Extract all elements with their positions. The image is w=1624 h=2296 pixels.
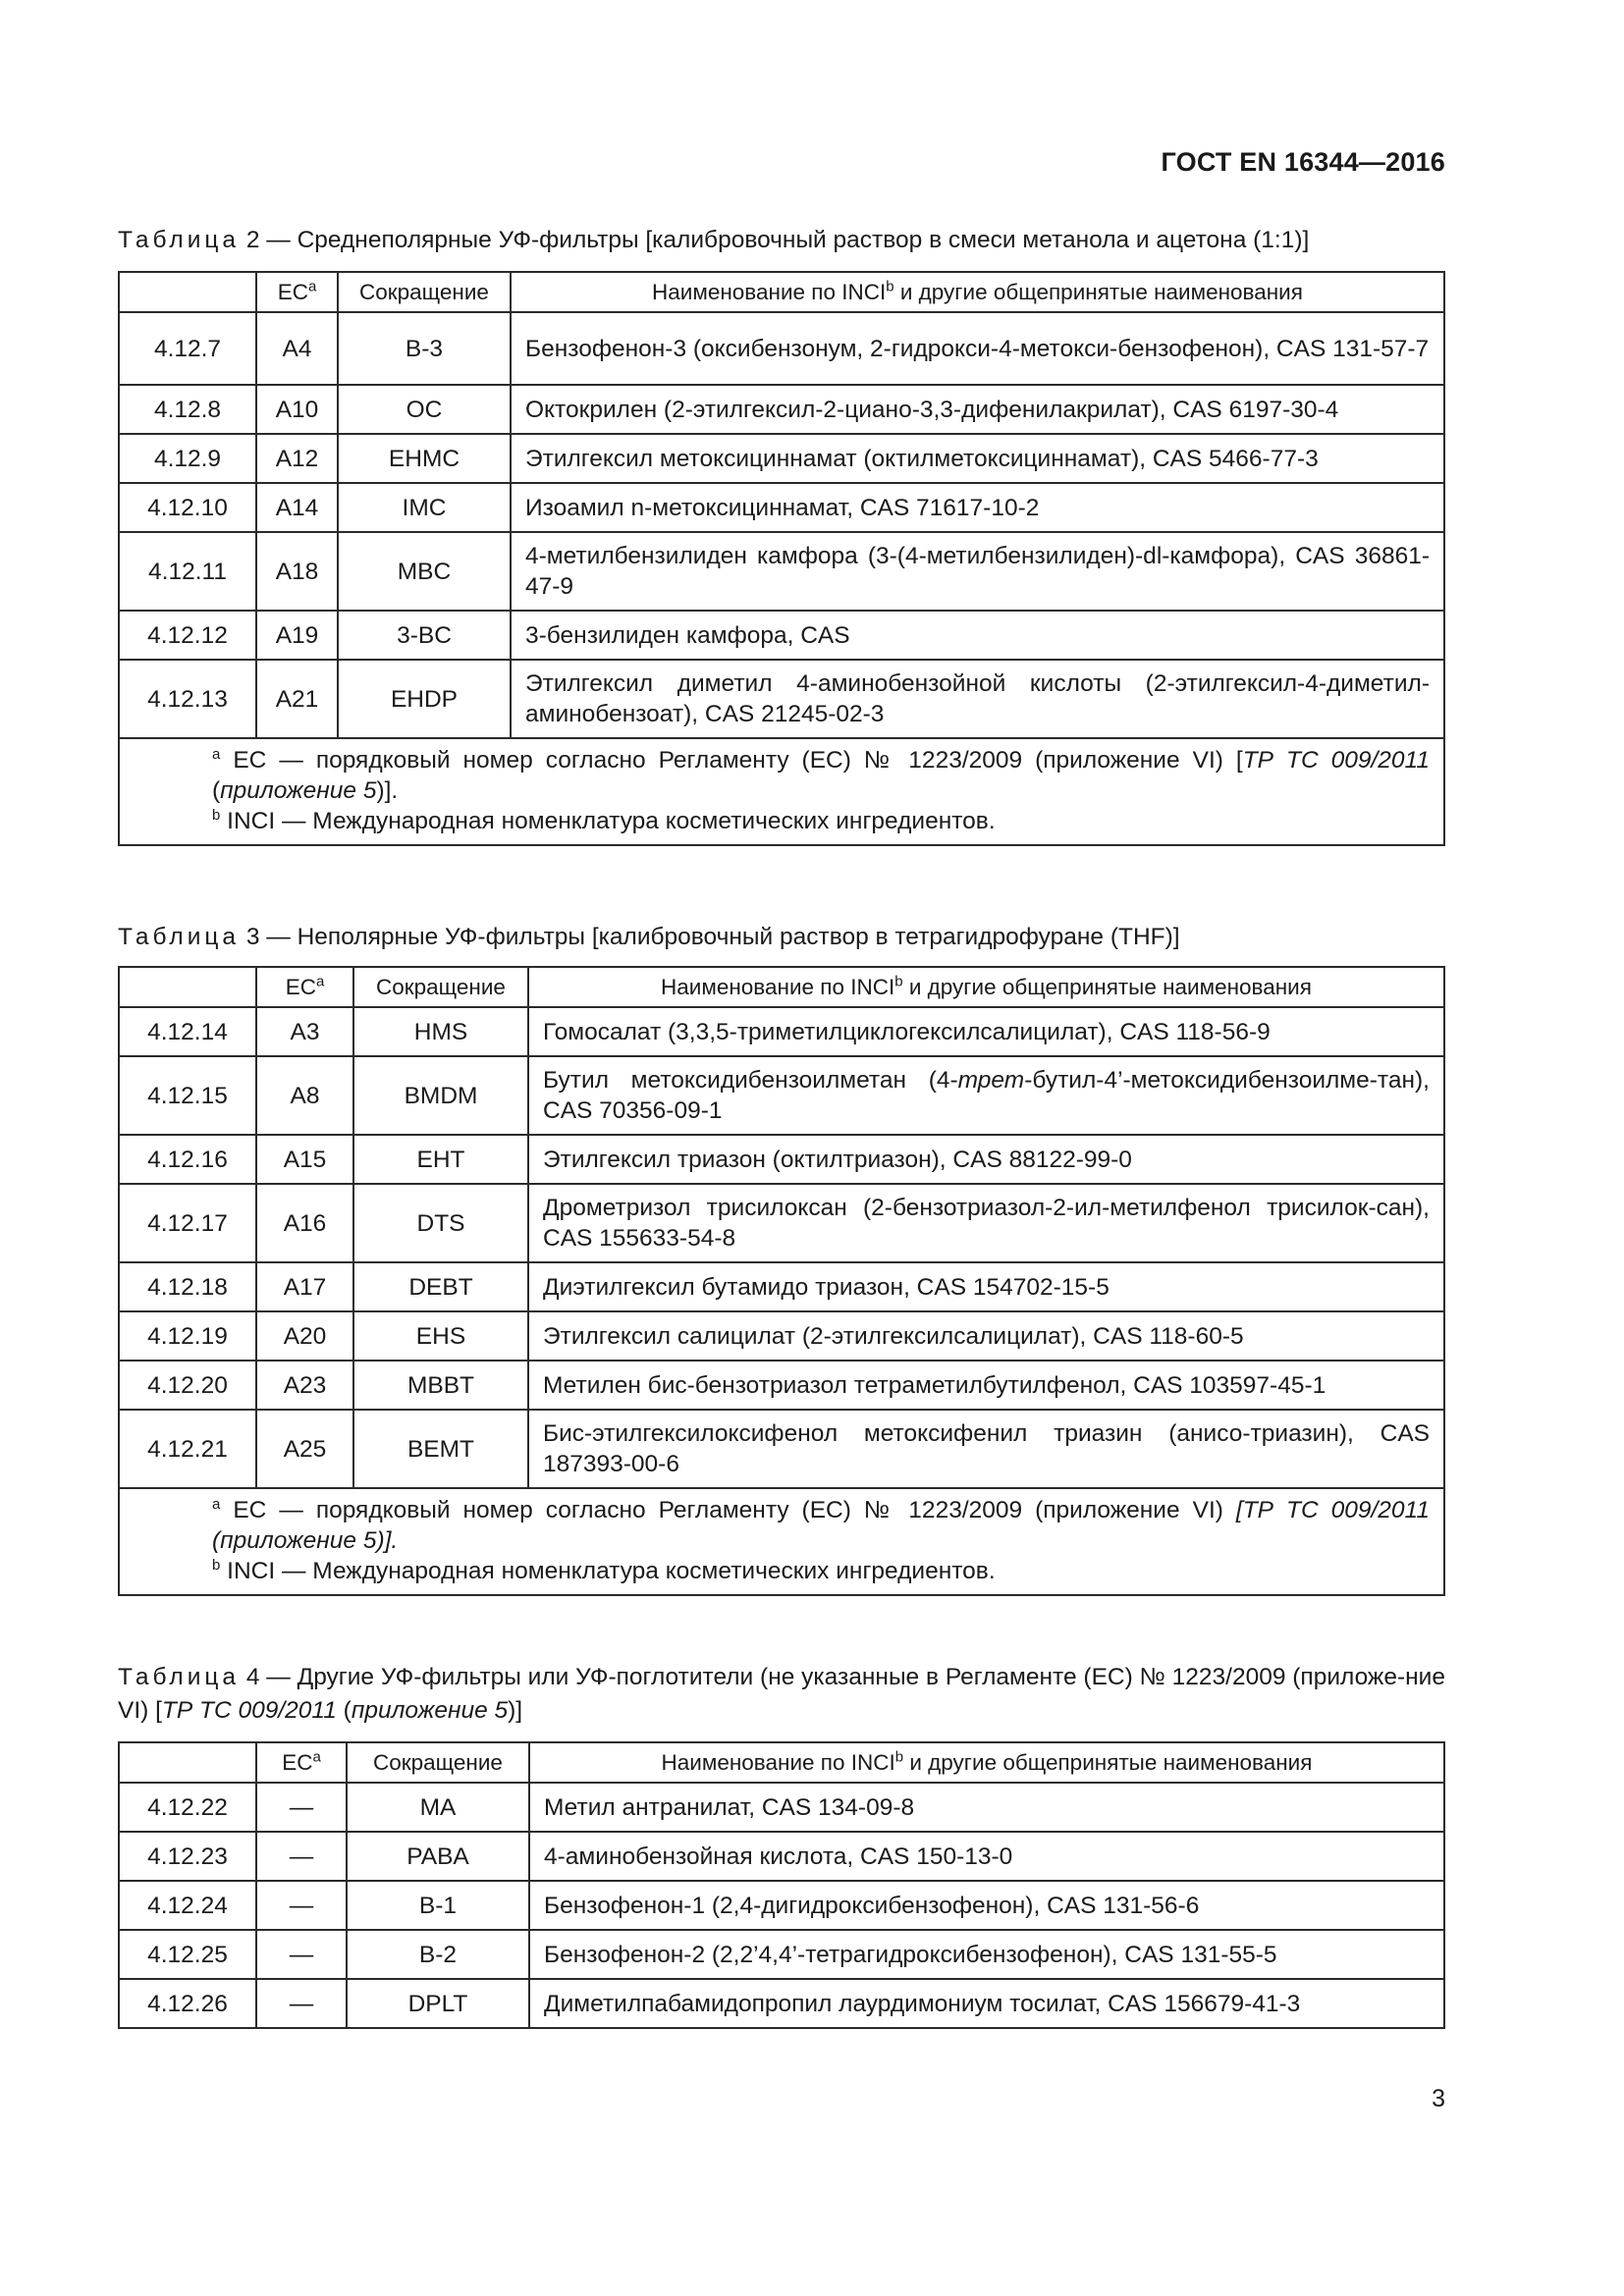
row-num: 4.12.19: [119, 1311, 256, 1361]
row-abbr: EHDP: [338, 660, 511, 738]
row-abbr: IMC: [338, 483, 511, 532]
row-abbr: BEMT: [353, 1410, 528, 1488]
row-abbr: DTS: [353, 1184, 528, 1262]
row-name: Этилгексил диметил 4-аминобензойной кислоты (2-этилгексил-4-диметил-аминобензоат), CAS 21245-02-3: [511, 660, 1444, 738]
row-abbr: DPLT: [347, 1979, 529, 2028]
row-ec: A3: [256, 1007, 353, 1056]
table-row: [119, 1832, 1444, 1881]
table-row: [119, 434, 1444, 483]
row-name: Диэтилгексил бутамидо триазон, CAS 154702-15-5: [528, 1262, 1444, 1311]
table-row: [119, 1135, 1444, 1184]
row-num: 4.12.13: [119, 660, 256, 738]
row-ec: A4: [256, 312, 338, 385]
table2-notes-row: [119, 738, 1444, 845]
table3-caption-label: Таблица: [118, 924, 241, 950]
row-ec: —: [256, 1930, 347, 1979]
table4-header-row: [119, 1742, 1444, 1783]
row-name: Метилен бис-бензотриазол тетраметилбутилфенол, CAS 103597-45-1: [528, 1361, 1444, 1410]
table2-note-a: $^a$ EC — порядковый номер согласно Регламенту (ЕС) № 1223/2009 (приложение VI) [ТР ТС 009/2011 (приложение 5)].: [212, 745, 1430, 804]
row-num: 4.12.21: [119, 1410, 256, 1488]
table3: [118, 966, 1445, 1596]
table-row: [119, 532, 1444, 611]
table2-caption-text: 2 — Среднеполярные УФ-фильтры [калибровочный раствор в смеси метанола и ацетона (1:1)]: [240, 227, 1310, 253]
row-ec: A8: [256, 1056, 353, 1135]
col-abbr-header: Сокращение: [347, 1742, 529, 1783]
table-row: [119, 1881, 1444, 1930]
table-row: [119, 1056, 1444, 1135]
row-ec: A19: [256, 611, 338, 660]
row-abbr: EHT: [353, 1135, 528, 1184]
row-ec: A16: [256, 1184, 353, 1262]
row-abbr: BMDM: [353, 1056, 528, 1135]
row-num: 4.12.10: [119, 483, 256, 532]
table-row: [119, 1930, 1444, 1979]
row-abbr: B-2: [347, 1930, 529, 1979]
row-abbr: MBC: [338, 532, 511, 611]
row-name: Октокрилен (2-этилгексил-2-циано-3,3-дифенилакрилат), CAS 6197-30-4: [511, 385, 1444, 434]
table4: [118, 1741, 1445, 2029]
table-row: [119, 385, 1444, 434]
row-abbr: HMS: [353, 1007, 528, 1056]
row-ec: —: [256, 1783, 347, 1832]
table-row: [119, 660, 1444, 738]
row-name: Бутил метоксидибензоилметан (4-трет-бутил-4’-метоксидибензоилме-тан), CAS 70356-09-1: [528, 1056, 1444, 1135]
row-num: 4.12.14: [119, 1007, 256, 1056]
col-ec-header: $EC^a$: [256, 1742, 347, 1783]
row-ec: A10: [256, 385, 338, 434]
table-row: [119, 1184, 1444, 1262]
row-abbr: EHS: [353, 1311, 528, 1361]
table3-header-row: [119, 967, 1444, 1007]
col-abbr-header: Сокращение: [353, 967, 528, 1007]
col-name-header: Наименование по INCI$^b$ и другие общепринятые наименования: [529, 1742, 1444, 1783]
row-ec: —: [256, 1881, 347, 1930]
col-ec-header: $EC^a$: [256, 272, 338, 312]
row-name: 4-метилбензилиден камфора (3-(4-метилбензилиден)-dl-камфора), CAS 36861-47-9: [511, 532, 1444, 611]
table-row: [119, 1311, 1444, 1361]
row-num: 4.12.24: [119, 1881, 256, 1930]
col-name-header: Наименование по INCI$^b$ и другие общепринятые наименования: [528, 967, 1444, 1007]
table-row: [119, 312, 1444, 385]
row-name: Метил антранилат, CAS 134-09-8: [529, 1783, 1444, 1832]
row-num: 4.12.26: [119, 1979, 256, 2028]
row-name: Диметилпабамидопропил лаурдимониум тосилат, CAS 156679-41-3: [529, 1979, 1444, 2028]
row-name: Бензофенон-3 (оксибензонум, 2-гидрокси-4-метокси-бензофенон), CAS 131-57-7: [511, 312, 1444, 385]
table3-caption-text: 3 — Неполярные УФ-фильтры [калибровочный раствор в тетрагидрофуране (THF)]: [240, 924, 1180, 950]
table3-notes-row: [119, 1488, 1444, 1595]
row-num: 4.12.18: [119, 1262, 256, 1311]
row-abbr: MA: [347, 1783, 529, 1832]
row-abbr: B-3: [338, 312, 511, 385]
col-ec-header: $EC^a$: [256, 967, 353, 1007]
table-row: [119, 1262, 1444, 1311]
row-num: 4.12.9: [119, 434, 256, 483]
row-ec: A18: [256, 532, 338, 611]
table3-notes: [119, 1488, 1444, 1595]
row-name: Дрометризол трисилоксан (2-бензотриазол-2-ил-метилфенол трисилок-сан), CAS 155633-54-8: [528, 1184, 1444, 1262]
row-ec: A12: [256, 434, 338, 483]
col-num-header: [119, 272, 256, 312]
row-abbr: 3-BC: [338, 611, 511, 660]
row-num: 4.12.11: [119, 532, 256, 611]
row-num: 4.12.15: [119, 1056, 256, 1135]
table3-note-a: $^a$ EC — порядковый номер согласно Регламенту (ЕС) № 1223/2009 (приложение VI) [ТР ТС 009/2011 (приложение 5)].: [212, 1495, 1430, 1554]
row-num: 4.12.25: [119, 1930, 256, 1979]
table2-note-b: $^b$ INCI — Международная номенклатура косметических ингредиентов.: [212, 806, 996, 834]
table4-caption-label: Таблица: [118, 1664, 241, 1690]
row-ec: A15: [256, 1135, 353, 1184]
table4-caption: Таблица 4 — Другие УФ-фильтры или УФ-поглотители (не указанные в Регламенте (ЕС) № 1223/2009 (приложе-ние VI) [ТР ТС 009/2011 (приложение 5)]: [118, 1664, 1445, 1724]
table2: [118, 271, 1445, 846]
row-abbr: EHMC: [338, 434, 511, 483]
row-name: Гомосалат (3,3,5-триметилциклогексилсалицилат), CAS 118-56-9: [528, 1007, 1444, 1056]
row-abbr: OC: [338, 385, 511, 434]
row-name: Бензофенон-1 (2,4-дигидроксибензофенон), CAS 131-56-6: [529, 1881, 1444, 1930]
table-row: [119, 1979, 1444, 2028]
col-abbr-header: Сокращение: [338, 272, 511, 312]
row-ec: A21: [256, 660, 338, 738]
page-number: 3: [1432, 2085, 1445, 2112]
row-num: 4.12.16: [119, 1135, 256, 1184]
row-ec: A17: [256, 1262, 353, 1311]
row-ec: A23: [256, 1361, 353, 1410]
table-row: [119, 1410, 1444, 1488]
row-ec: A25: [256, 1410, 353, 1488]
table4-caption-text: 4 — Другие УФ-фильтры или УФ-поглотители (не указанные в Регламенте (ЕС) № 1223/2009 (приложе-ние VI) [: [118, 1664, 1445, 1724]
row-abbr: B-1: [347, 1881, 529, 1930]
row-name: Этилгексил триазон (октилтриазон), CAS 88122-99-0: [528, 1135, 1444, 1184]
col-name-header: Наименование по INCI$^b$ и другие общепринятые наименования: [511, 272, 1444, 312]
col-num-header: [119, 967, 256, 1007]
table-row: [119, 1007, 1444, 1056]
row-abbr: PABA: [347, 1832, 529, 1881]
row-num: 4.12.17: [119, 1184, 256, 1262]
row-name: Бензофенон-2 (2,2’4,4’-тетрагидроксибензофенон), CAS 131-55-5: [529, 1930, 1444, 1979]
row-num: 4.12.22: [119, 1783, 256, 1832]
row-name: 4-аминобензойная кислота, CAS 150-13-0: [529, 1832, 1444, 1881]
row-abbr: DEBT: [353, 1262, 528, 1311]
row-num: 4.12.12: [119, 611, 256, 660]
row-num: 4.12.8: [119, 385, 256, 434]
row-num: 4.12.23: [119, 1832, 256, 1881]
row-num: 4.12.7: [119, 312, 256, 385]
table2-caption: [118, 224, 1445, 257]
row-num: 4.12.20: [119, 1361, 256, 1410]
document-id: ГОСТ EN 16344—2016: [1161, 147, 1445, 177]
row-ec: —: [256, 1979, 347, 2028]
row-ec: A14: [256, 483, 338, 532]
table2-notes: [119, 738, 1444, 845]
table-row: [119, 483, 1444, 532]
row-name: Этилгексил метоксициннамат (октилметоксициннамат), CAS 5466-77-3: [511, 434, 1444, 483]
row-name: Изоамил n-метоксициннамат, CAS 71617-10-2: [511, 483, 1444, 532]
table3-caption: [118, 921, 1445, 954]
table2-caption-label: Таблица: [118, 227, 241, 253]
row-name: 3-бензилиден камфора, CAS: [511, 611, 1444, 660]
table-row: [119, 611, 1444, 660]
row-ec: —: [256, 1832, 347, 1881]
table3-note-b: $^b$ INCI — Международная номенклатура косметических ингредиентов.: [212, 1556, 996, 1584]
row-name: Бис-этилгексилоксифенол метоксифенил триазин (анисо-триазин), CAS 187393-00-6: [528, 1410, 1444, 1488]
row-name: Этилгексил салицилат (2-этилгексилсалицилат), CAS 118-60-5: [528, 1311, 1444, 1361]
table-row: [119, 1783, 1444, 1832]
col-num-header: [119, 1742, 256, 1783]
table2-header-row: [119, 272, 1444, 312]
row-abbr: MBBT: [353, 1361, 528, 1410]
row-ec: A20: [256, 1311, 353, 1361]
table-row: [119, 1361, 1444, 1410]
